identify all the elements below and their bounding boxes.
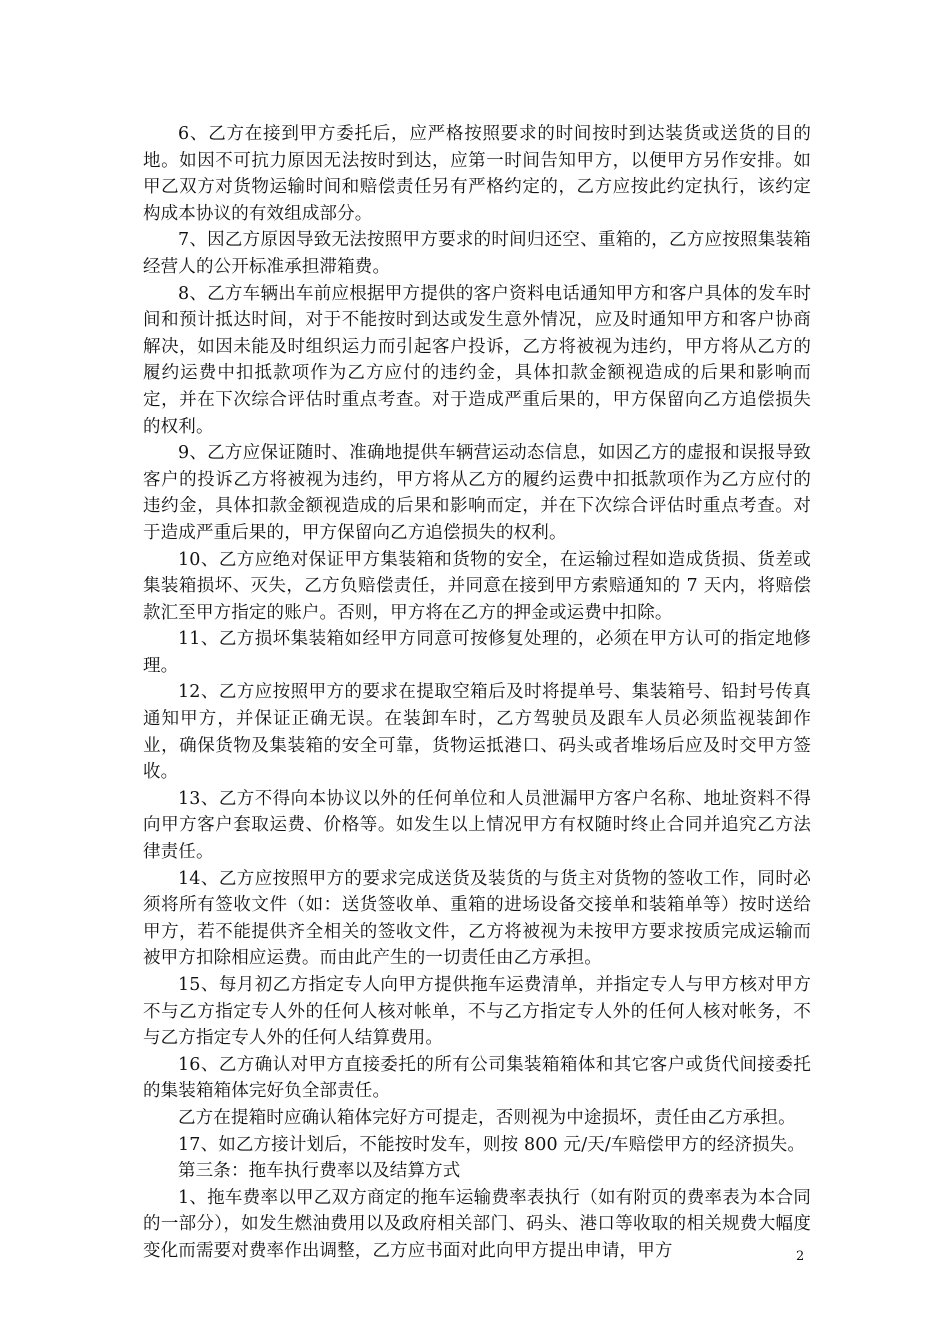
page-number: 2: [796, 1249, 805, 1264]
clause-11: 11、乙方损坏集装箱如经甲方同意可按修复处理的，必须在甲方认可的指定地修理。: [143, 629, 811, 676]
clause-7: 7、因乙方原因导致无法按照甲方要求的时间归还空、重箱的，乙方应按照集装箱经营人的公开标准承担滞箱费。: [143, 230, 811, 277]
article-3-clause-1: 1、拖车费率以甲乙双方商定的拖车运输费率表执行（如有附页的费率表为本合同的一部分），如发生燃油费用以及政府相关部门、码头、港口等收取的相关规费大幅度变化而需要对费率作出调整，乙方应书面对此向甲方提出申请，甲方: [143, 1187, 811, 1261]
clause-16-note: 乙方在提箱时应确认箱体完好方可提走，否则视为中途损坏，责任由乙方承担。: [178, 1107, 796, 1128]
clause-9: 9、乙方应保证随时、准确地提供车辆营运动态信息，如因乙方的虚报和误报导致客户的投诉乙方将被视为违约，甲方将从乙方的履约运费中扣抵款项作为乙方应付的违约金，具体扣款金额视造成的后果和影响而定，并在下次综合评估时重点考查。对于造成严重后果的，甲方保留向乙方追偿损失的权利。: [143, 443, 811, 543]
clause-10: 10、乙方应绝对保证甲方集装箱和货物的安全，在运输过程如造成货损、货差或集装箱损坏、灭失，乙方负赔偿责任，并同意在接到甲方索赔通知的 7 天内，将赔偿款汇至甲方指定的账户。否则，甲方将在乙方的押金或运费中扣除。: [143, 549, 811, 623]
clause-17: 17、如乙方接计划后，不能按时发车，则按 800 元/天/车赔偿甲方的经济损失。: [178, 1134, 806, 1155]
document-body: [143, 121, 811, 1265]
clause-8: 8、乙方车辆出车前应根据甲方提供的客户资料电话通知甲方和客户具体的发车时间和预计抵达时间，对于不能按时到达或发生意外情况，应及时通知甲方和客户协商解决，如因未能及时组织运力而引起客户投诉，乙方将被视为违约，甲方将从乙方的履约运费中扣抵款项作为乙方应付的违约金，具体扣款金额视造成的后果和影响而定，并在下次综合评估时重点考查。对于造成严重后果的，甲方保留向乙方追偿损失的权利。: [143, 283, 811, 437]
clause-6: 6、乙方在接到甲方委托后，应严格按照要求的时间按时到达装货或送货的目的地。如因不可抗力原因无法按时到达，应第一时间告知甲方，以便甲方另作安排。如甲乙双方对货物运输时间和赔偿责任另有严格约定的，乙方应按此约定执行，该约定构成本协议的有效组成部分。: [143, 124, 811, 224]
clause-15: 15、每月初乙方指定专人向甲方提供拖车运费清单，并指定专人与甲方核对甲方不与乙方指定专人外的任何人核对帐单，不与乙方指定专人外的任何人核对帐务，不与乙方指定专人外的任何人结算费用。: [143, 975, 811, 1049]
clause-16: 16、乙方确认对甲方直接委托的所有公司集装箱箱体和其它客户或货代间接委托的集装箱箱体完好负全部责任。: [143, 1054, 811, 1102]
clause-14: 14、乙方应按照甲方的要求完成送货及装货的与货主对货物的签收工作，同时必须将所有签收文件（如：送货签收单、重箱的进场设备交接单和装箱单等）按时送给甲方，若不能提供齐全相关的签收文件，乙方将被视为未按甲方要求按质完成运输而被甲方扣除相应运费。而由此产生的一切责任由乙方承担。: [143, 868, 811, 969]
clause-12: 12、乙方应按照甲方的要求在提取空箱后及时将提单号、集装箱号、铅封号传真通知甲方，并保证正确无误。在装卸车时，乙方驾驶员及跟车人员必须监视装卸作业，确保货物及集装箱的安全可靠，货物运抵港口、码头或者堆场后应及时交甲方签收。: [143, 682, 811, 783]
clause-13: 13、乙方不得向本协议以外的任何单位和人员泄漏甲方客户名称、地址资料不得向甲方客户套取运费、价格等。如发生以上情况甲方有权随时终止合同并追究乙方法律责任。: [143, 788, 811, 863]
article-3-heading: 第三条：拖车执行费率以及结算方式: [178, 1161, 461, 1182]
